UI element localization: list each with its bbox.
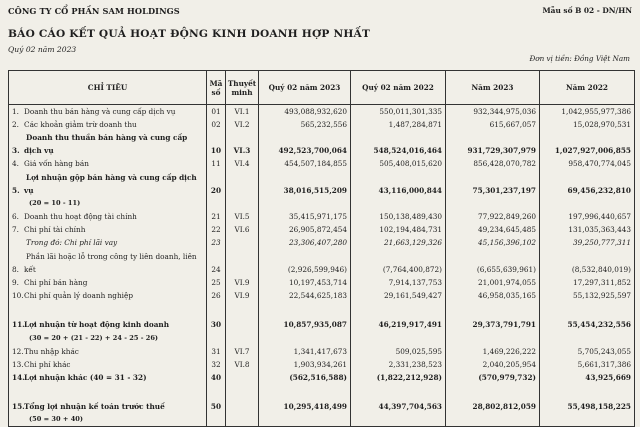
value-year-2022: 5,661,317,386 <box>540 358 635 371</box>
value-q2-2022: 548,524,016,464 <box>351 144 446 157</box>
row-note: VI.2 <box>226 118 259 131</box>
row-label-cell <box>9 118 207 131</box>
row-note: VI.4 <box>226 157 259 170</box>
value-q2-2023: 565,232,556 <box>259 118 351 131</box>
row-label-cell <box>9 170 207 183</box>
value-q2-2022: (7,764,400,872) <box>351 263 446 276</box>
row-label-cell <box>9 144 207 157</box>
value-q2-2022: 29,161,549,427 <box>351 289 446 302</box>
value-year-2023: (6,655,639,961) <box>446 263 540 276</box>
row-label-cell <box>9 302 207 318</box>
row-label-cell <box>9 289 207 302</box>
value-year-2023: 1,469,226,222 <box>446 345 540 358</box>
value-q2-2022: 44,397,704,563 <box>351 400 446 413</box>
table-row <box>9 157 635 170</box>
row-label: Thu nhập khác <box>24 346 79 356</box>
row-label-cell <box>9 236 207 249</box>
row-label-cell <box>9 250 207 263</box>
row-code <box>207 250 226 263</box>
value-q2-2023: 22,544,625,183 <box>259 289 351 302</box>
value-q2-2023 <box>259 413 351 426</box>
row-note: VI.9 <box>226 289 259 302</box>
report-title: BÁO CÁO KẾT QUẢ HOẠT ĐỘNG KINH DOANH HỢP NHẤT <box>8 28 371 40</box>
row-code <box>207 332 226 345</box>
table-row <box>9 318 635 331</box>
value-q2-2023 <box>259 131 351 144</box>
value-q2-2023: (562,516,588) <box>259 371 351 384</box>
row-label-cell <box>9 197 207 210</box>
col-header-note-top: Thuyết <box>227 78 257 88</box>
row-number: 6. <box>12 212 19 222</box>
col-header-year-2023: Năm 2023 <box>446 71 540 105</box>
value-q2-2022 <box>351 197 446 210</box>
table-row <box>9 131 635 144</box>
row-label-cell <box>9 332 207 345</box>
table-row <box>9 413 635 426</box>
value-year-2022 <box>540 170 635 183</box>
row-label: Tổng lợi nhuận kế toán trước thuế <box>24 402 165 412</box>
row-label-cell <box>9 131 207 144</box>
row-number: 5. <box>12 185 20 195</box>
row-label: Chi phí quản lý doanh nghiệp <box>24 291 134 301</box>
formula-note: (30 = 20 + (21 - 22) + 24 - 25 - 26) <box>29 333 159 342</box>
row-note: VI.5 <box>226 210 259 223</box>
row-note <box>226 332 259 345</box>
table-row <box>9 236 635 249</box>
row-code: 22 <box>207 223 226 236</box>
value-q2-2022: 509,025,595 <box>351 345 446 358</box>
value-q2-2023 <box>259 384 351 400</box>
table-row <box>9 223 635 236</box>
income-statement-table <box>8 70 635 427</box>
row-note <box>226 302 259 318</box>
row-code <box>207 197 226 210</box>
value-year-2022: 17,297,311,852 <box>540 276 635 289</box>
value-q2-2023: 10,295,418,499 <box>259 400 351 413</box>
table-row <box>9 332 635 345</box>
row-label: Doanh thu hoạt động tài chính <box>24 212 137 222</box>
row-label: Các khoản giảm trừ doanh thu <box>24 119 137 129</box>
value-year-2023: 21,001,974,055 <box>446 276 540 289</box>
value-q2-2023: 454,507,184,855 <box>259 157 351 170</box>
row-label-cell <box>9 105 207 118</box>
row-label-cell <box>9 318 207 331</box>
row-code: 02 <box>207 118 226 131</box>
row-label: Doanh thu thuần bán hàng và cung cấp <box>26 132 188 142</box>
value-year-2022: 131,035,363,443 <box>540 223 635 236</box>
value-q2-2023 <box>259 197 351 210</box>
value-year-2023 <box>446 332 540 345</box>
row-label: Trong đó: Chi phí lãi vay <box>26 238 118 248</box>
value-q2-2023: 1,903,934,261 <box>259 358 351 371</box>
col-header-note <box>226 71 259 105</box>
row-number: 3. <box>12 146 20 156</box>
row-label: Lợi nhuận khác (40 = 31 - 32) <box>24 373 147 383</box>
row-number: 13. <box>12 359 24 369</box>
row-note <box>226 384 259 400</box>
row-label-cell <box>9 223 207 236</box>
value-q2-2022 <box>351 250 446 263</box>
row-number: 12. <box>12 346 24 356</box>
row-label-cell <box>9 184 207 197</box>
row-label: kết <box>24 264 36 274</box>
value-year-2022 <box>540 332 635 345</box>
formula-note: (20 = 10 - 11) <box>29 198 81 207</box>
row-label-cell <box>9 371 207 384</box>
value-year-2023: 856,428,070,782 <box>446 157 540 170</box>
value-year-2022 <box>540 131 635 144</box>
table-row <box>9 118 635 131</box>
form-number: Mẫu số B 02 - DN/HN <box>542 6 632 15</box>
company-name: CÔNG TY CỔ PHẦN SAM HOLDINGS <box>8 6 180 16</box>
value-q2-2023: 23,306,407,280 <box>259 236 351 249</box>
row-number: 7. <box>12 225 19 235</box>
table-body <box>9 105 635 427</box>
table-row <box>9 276 635 289</box>
value-q2-2022 <box>351 131 446 144</box>
row-label-cell <box>9 157 207 170</box>
col-header-code-bottom: số <box>211 87 221 97</box>
value-year-2023 <box>446 302 540 318</box>
value-q2-2022: 550,011,301,335 <box>351 105 446 118</box>
row-number: 14. <box>12 373 25 383</box>
table-row <box>9 250 635 263</box>
value-q2-2022: 21,663,129,326 <box>351 236 446 249</box>
value-year-2023: 77,922,849,260 <box>446 210 540 223</box>
formula-note: (50 = 30 + 40) <box>29 415 83 424</box>
row-code: 24 <box>207 263 226 276</box>
row-note <box>226 250 259 263</box>
row-label: Doanh thu bán hàng và cung cấp dịch vụ <box>24 106 176 116</box>
table-row <box>9 170 635 183</box>
row-number: 11. <box>12 320 25 330</box>
value-year-2022: 43,925,669 <box>540 371 635 384</box>
row-note <box>226 184 259 197</box>
row-label-cell <box>9 400 207 413</box>
value-q2-2023 <box>259 332 351 345</box>
row-code: 23 <box>207 236 226 249</box>
table-row <box>9 371 635 384</box>
value-year-2023 <box>446 250 540 263</box>
value-year-2022: 39,250,777,311 <box>540 236 635 249</box>
row-number: 9. <box>12 278 19 288</box>
value-q2-2023: 1,341,417,673 <box>259 345 351 358</box>
value-year-2023: 931,729,307,979 <box>446 144 540 157</box>
value-year-2022: 197,996,440,657 <box>540 210 635 223</box>
report-period: Quý 02 năm 2023 <box>8 45 77 54</box>
row-note <box>226 371 259 384</box>
value-q2-2022: 2,331,238,523 <box>351 358 446 371</box>
row-note: VI.7 <box>226 345 259 358</box>
row-label-cell <box>9 263 207 276</box>
value-q2-2023: 10,197,453,714 <box>259 276 351 289</box>
row-code: 21 <box>207 210 226 223</box>
value-q2-2022 <box>351 332 446 345</box>
row-number: 8. <box>12 264 19 274</box>
row-label-cell <box>9 210 207 223</box>
value-q2-2022: 46,219,917,491 <box>351 318 446 331</box>
col-header-q2-2023: Quý 02 năm 2023 <box>259 71 351 105</box>
value-year-2023: 75,301,237,197 <box>446 184 540 197</box>
value-year-2023: 28,802,812,059 <box>446 400 540 413</box>
value-year-2022: 1,042,955,977,386 <box>540 105 635 118</box>
value-year-2023: 2,040,205,954 <box>446 358 540 371</box>
value-year-2022: 55,132,925,597 <box>540 289 635 302</box>
table-row <box>9 197 635 210</box>
value-q2-2023: 492,523,700,064 <box>259 144 351 157</box>
row-label: Giá vốn hàng bán <box>24 159 89 169</box>
row-note <box>226 318 259 331</box>
row-label: vụ <box>24 185 34 195</box>
row-code: 30 <box>207 318 226 331</box>
row-label-cell <box>9 413 207 426</box>
row-note: VI.8 <box>226 358 259 371</box>
row-note <box>226 400 259 413</box>
value-year-2022: 958,470,774,045 <box>540 157 635 170</box>
table-row <box>9 105 635 118</box>
table-row <box>9 184 635 197</box>
col-header-q2-2022: Quý 02 năm 2022 <box>351 71 446 105</box>
value-year-2022: 1,027,927,006,855 <box>540 144 635 157</box>
row-label: Chi phí khác <box>24 359 71 369</box>
row-code <box>207 302 226 318</box>
value-year-2022 <box>540 302 635 318</box>
value-q2-2023: 26,905,872,454 <box>259 223 351 236</box>
value-q2-2022 <box>351 384 446 400</box>
row-label: Lợi nhuận gộp bán hàng và cung cấp dịch <box>26 172 197 182</box>
value-year-2023: 615,667,057 <box>446 118 540 131</box>
value-year-2023: (570,979,732) <box>446 371 540 384</box>
row-code: 50 <box>207 400 226 413</box>
row-code: 31 <box>207 345 226 358</box>
value-year-2023: 932,344,975,036 <box>446 105 540 118</box>
row-number: 15. <box>12 402 25 412</box>
row-code: 11 <box>207 157 226 170</box>
value-year-2023: 45,156,396,102 <box>446 236 540 249</box>
row-label: Chi phí bán hàng <box>24 278 88 288</box>
value-q2-2022: 1,487,284,871 <box>351 118 446 131</box>
col-header-note-bottom: minh <box>231 87 253 97</box>
value-q2-2022: 7,914,137,753 <box>351 276 446 289</box>
value-q2-2023: 10,857,935,087 <box>259 318 351 331</box>
value-year-2023 <box>446 413 540 426</box>
value-year-2023 <box>446 384 540 400</box>
value-year-2022: (8,532,840,019) <box>540 263 635 276</box>
value-q2-2023 <box>259 302 351 318</box>
value-q2-2023: 35,415,971,175 <box>259 210 351 223</box>
table-row <box>9 400 635 413</box>
row-label: Phần lãi hoặc lỗ trong công ty liên doanh, liên <box>26 251 197 261</box>
value-q2-2023: 38,016,515,209 <box>259 184 351 197</box>
row-label-cell <box>9 358 207 371</box>
row-note <box>226 263 259 276</box>
row-number: 1. <box>12 106 19 116</box>
row-number: 4. <box>12 159 19 169</box>
table-row <box>9 210 635 223</box>
value-year-2023 <box>446 197 540 210</box>
col-header-item: CHỈ TIÊU <box>9 71 207 105</box>
value-year-2023: 46,958,035,165 <box>446 289 540 302</box>
col-header-year-2022: Năm 2022 <box>540 71 635 105</box>
row-note <box>226 197 259 210</box>
row-label-cell <box>9 384 207 400</box>
table-row <box>9 289 635 302</box>
row-code: 32 <box>207 358 226 371</box>
table-row <box>9 345 635 358</box>
value-year-2022: 15,028,970,531 <box>540 118 635 131</box>
value-year-2023 <box>446 170 540 183</box>
value-q2-2022 <box>351 170 446 183</box>
row-code: 40 <box>207 371 226 384</box>
row-note: VI.3 <box>226 144 259 157</box>
value-q2-2023: (2,926,599,946) <box>259 263 351 276</box>
value-year-2022 <box>540 413 635 426</box>
value-year-2022: 55,498,158,225 <box>540 400 635 413</box>
value-q2-2022: 102,194,484,731 <box>351 223 446 236</box>
value-q2-2022: 150,138,489,430 <box>351 210 446 223</box>
value-q2-2023 <box>259 170 351 183</box>
value-year-2022 <box>540 197 635 210</box>
col-header-code-top: Mã <box>209 78 223 88</box>
value-year-2022 <box>540 384 635 400</box>
row-label-cell <box>9 276 207 289</box>
value-q2-2022: (1,822,212,928) <box>351 371 446 384</box>
row-label: dịch vụ <box>24 146 54 156</box>
row-note <box>226 170 259 183</box>
table-row <box>9 358 635 371</box>
row-code: 20 <box>207 184 226 197</box>
row-label-cell <box>9 345 207 358</box>
value-year-2023: 49,234,645,485 <box>446 223 540 236</box>
value-q2-2022: 505,408,015,620 <box>351 157 446 170</box>
value-q2-2022 <box>351 413 446 426</box>
value-year-2022 <box>540 250 635 263</box>
row-note: VI.1 <box>226 105 259 118</box>
col-header-code <box>207 71 226 105</box>
table-row <box>9 144 635 157</box>
row-note <box>226 236 259 249</box>
value-year-2022: 69,456,232,810 <box>540 184 635 197</box>
row-label: Lợi nhuận từ hoạt động kinh doanh <box>24 320 170 330</box>
row-code <box>207 413 226 426</box>
value-year-2023: 29,373,791,791 <box>446 318 540 331</box>
value-q2-2023: 493,088,932,620 <box>259 105 351 118</box>
row-note: VI.6 <box>226 223 259 236</box>
value-q2-2022 <box>351 302 446 318</box>
row-code: 26 <box>207 289 226 302</box>
row-code <box>207 131 226 144</box>
row-note <box>226 131 259 144</box>
row-code <box>207 384 226 400</box>
value-year-2022: 5,705,243,055 <box>540 345 635 358</box>
row-number: 2. <box>12 119 19 129</box>
table-header-row <box>9 71 635 105</box>
row-code <box>207 170 226 183</box>
row-note <box>226 413 259 426</box>
row-number: 10. <box>12 291 24 301</box>
value-q2-2023 <box>259 250 351 263</box>
table-row <box>9 302 635 318</box>
row-note: VI.9 <box>226 276 259 289</box>
row-code: 25 <box>207 276 226 289</box>
value-year-2023 <box>446 131 540 144</box>
table-row <box>9 263 635 276</box>
value-year-2022: 55,454,232,556 <box>540 318 635 331</box>
row-label: Chi phí tài chính <box>24 225 86 235</box>
currency-unit: Đơn vị tiền: Đồng Việt Nam <box>529 54 630 63</box>
table-row <box>9 384 635 400</box>
row-code: 01 <box>207 105 226 118</box>
row-code: 10 <box>207 144 226 157</box>
value-q2-2022: 43,116,000,844 <box>351 184 446 197</box>
